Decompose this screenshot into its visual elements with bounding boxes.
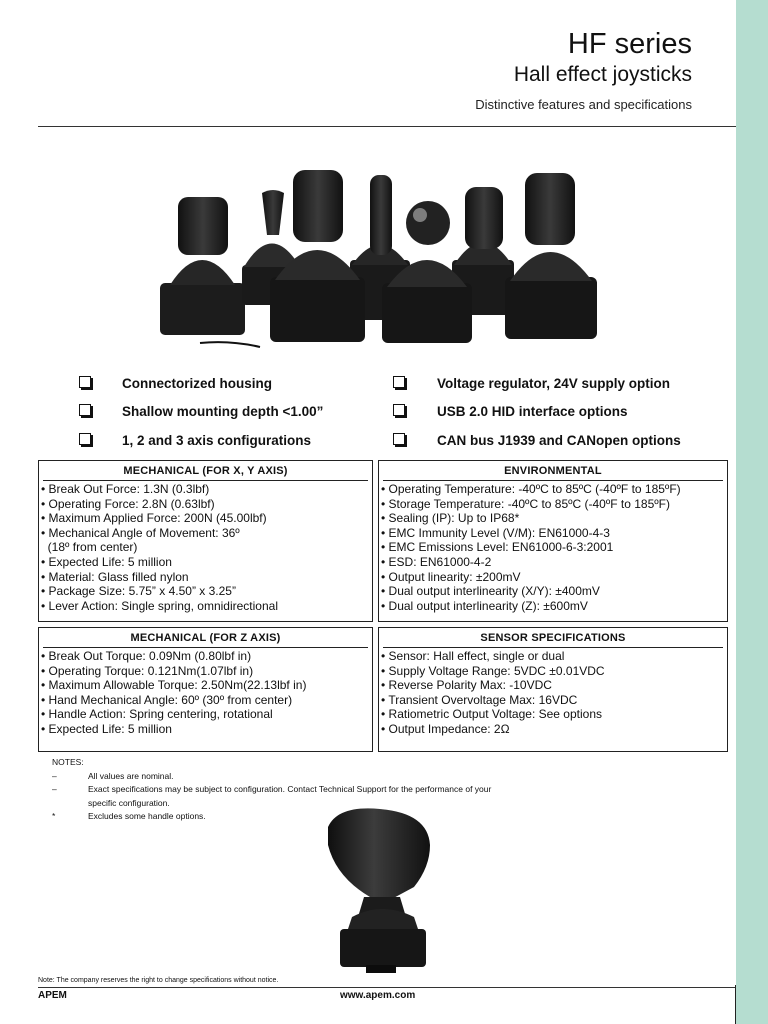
spec-item: • Handle Action: Spring centering, rotational bbox=[41, 707, 273, 722]
note-text: specific configuration. bbox=[88, 797, 170, 808]
spec-item: • Sealing (IP): Up to IP68* bbox=[381, 511, 520, 526]
spec-box-heading: ENVIRONMENTAL bbox=[383, 461, 723, 481]
spec-item: • Output linearity: ±200mV bbox=[381, 569, 521, 584]
feature-item: 1, 2 and 3 axis configurations bbox=[122, 433, 312, 448]
footer-brand: APEM bbox=[38, 990, 67, 1001]
feature-item: Connectorized housing bbox=[122, 376, 272, 391]
spec-item: • Maximum Allowable Torque: 2.50Nm(22.13lbf in) bbox=[41, 678, 307, 693]
spec-item: • Lever Action: Single spring, omnidirectional bbox=[41, 598, 278, 613]
spec-item: • Transient Overvoltage Max: 16VDC bbox=[381, 692, 578, 707]
footer-note: Note: The company reserves the right to change specifications without notice. bbox=[38, 977, 279, 984]
spec-item: • ESD: EN61000-4-2 bbox=[381, 554, 492, 569]
spec-item: • Expected Life: 5 million bbox=[41, 721, 172, 736]
checkbox-icon bbox=[393, 404, 405, 416]
footer-website[interactable]: www.apem.com bbox=[340, 990, 416, 1001]
checkbox-icon bbox=[393, 433, 405, 445]
spec-item: • Maximum Applied Force: 200N (45.00lbf) bbox=[41, 511, 267, 526]
spec-item: • Break Out Force: 1.3N (0.3lbf) bbox=[41, 482, 210, 496]
note-row bbox=[52, 783, 491, 797]
spec-item: (18º from center) bbox=[41, 540, 138, 555]
checkbox-icon bbox=[79, 433, 91, 445]
spec-box-heading: SENSOR SPECIFICATIONS bbox=[383, 628, 723, 648]
note-text: Excludes some handle options. bbox=[88, 811, 206, 821]
note-row bbox=[52, 770, 491, 784]
spec-item: • Package Size: 5.75” x 4.50” x 3.25” bbox=[41, 584, 236, 599]
joystick-family-image bbox=[160, 165, 600, 360]
page-subtitle: Hall effect joysticks bbox=[513, 63, 692, 86]
checkbox-icon bbox=[79, 376, 91, 388]
spec-item: • EMC Immunity Level (V/M): EN61000-4-3 bbox=[381, 525, 610, 540]
spec-box-mechanical-xy bbox=[38, 460, 373, 622]
footer-tick bbox=[735, 985, 736, 1024]
spec-item: • Supply Voltage Range: 5VDC ±0.01VDC bbox=[381, 663, 605, 678]
spec-item: • Operating Force: 2.8N (0.63lbf) bbox=[41, 496, 215, 511]
page-tagline: Distinctive features and specifications bbox=[475, 97, 692, 112]
footer-divider bbox=[38, 987, 736, 988]
spec-item: • Dual output interlinearity (Z): ±600mV bbox=[381, 598, 588, 613]
spec-item: • Output Impedance: 2Ω bbox=[381, 721, 510, 736]
spec-box-sensor bbox=[378, 627, 728, 752]
spec-item: • Mechanical Angle of Movement: 36º bbox=[41, 525, 240, 540]
spec-box-heading: MECHANICAL (FOR Z AXIS) bbox=[43, 628, 368, 648]
note-mark: * bbox=[52, 811, 56, 821]
spec-item: • Material: Glass filled nylon bbox=[41, 569, 189, 584]
spec-item: • Ratiometric Output Voltage: See options bbox=[381, 707, 602, 722]
spec-box-environmental bbox=[378, 460, 728, 622]
notes-heading: NOTES: bbox=[52, 757, 84, 767]
spec-item: • Break Out Torque: 0.09Nm (0.80lbf in) bbox=[41, 649, 252, 663]
spec-item: • EMC Emissions Level: EN61000-6-3:2001 bbox=[381, 540, 614, 555]
spec-box-mechanical-z bbox=[38, 627, 373, 752]
feature-item: USB 2.0 HID interface options bbox=[437, 404, 628, 419]
spec-item: • Sensor: Hall effect, single or dual bbox=[381, 649, 565, 663]
checkbox-icon bbox=[393, 376, 405, 388]
feature-item: Shallow mounting depth <1.00” bbox=[122, 404, 324, 419]
spec-item: • Reverse Polarity Max: -10VDC bbox=[381, 678, 552, 693]
header-divider bbox=[38, 126, 736, 127]
spec-item: • Operating Torque: 0.121Nm(1.07lbf in) bbox=[41, 663, 254, 678]
note-text: Exact specifications may be subject to configuration. Contact Technical Support for the performance of your bbox=[88, 784, 492, 794]
page-title: HF series bbox=[567, 28, 692, 60]
sidebar-accent bbox=[736, 0, 768, 1024]
note-text: All values are nominal. bbox=[88, 770, 174, 781]
spec-item: • Operating Temperature: -40ºC to 85ºC (-40ºF to 185ºF) bbox=[381, 482, 681, 496]
note-mark: – bbox=[52, 770, 57, 781]
feature-item: CAN bus J1939 and CANopen options bbox=[437, 433, 681, 448]
spec-item: • Dual output interlinearity (X/Y): ±400mV bbox=[381, 584, 600, 599]
spec-item: • Storage Temperature: -40ºC to 85ºC (-40ºF to 185ºF) bbox=[381, 496, 670, 511]
spec-box-heading: MECHANICAL (FOR X, Y AXIS) bbox=[43, 461, 368, 481]
note-mark: – bbox=[52, 784, 57, 794]
feature-item: Voltage regulator, 24V supply option bbox=[437, 376, 671, 391]
spec-item: • Hand Mechanical Angle: 60º (30º from center) bbox=[41, 692, 293, 707]
checkbox-icon bbox=[79, 404, 91, 416]
spec-item: • Expected Life: 5 million bbox=[41, 554, 172, 569]
joystick-product-image bbox=[318, 805, 450, 975]
